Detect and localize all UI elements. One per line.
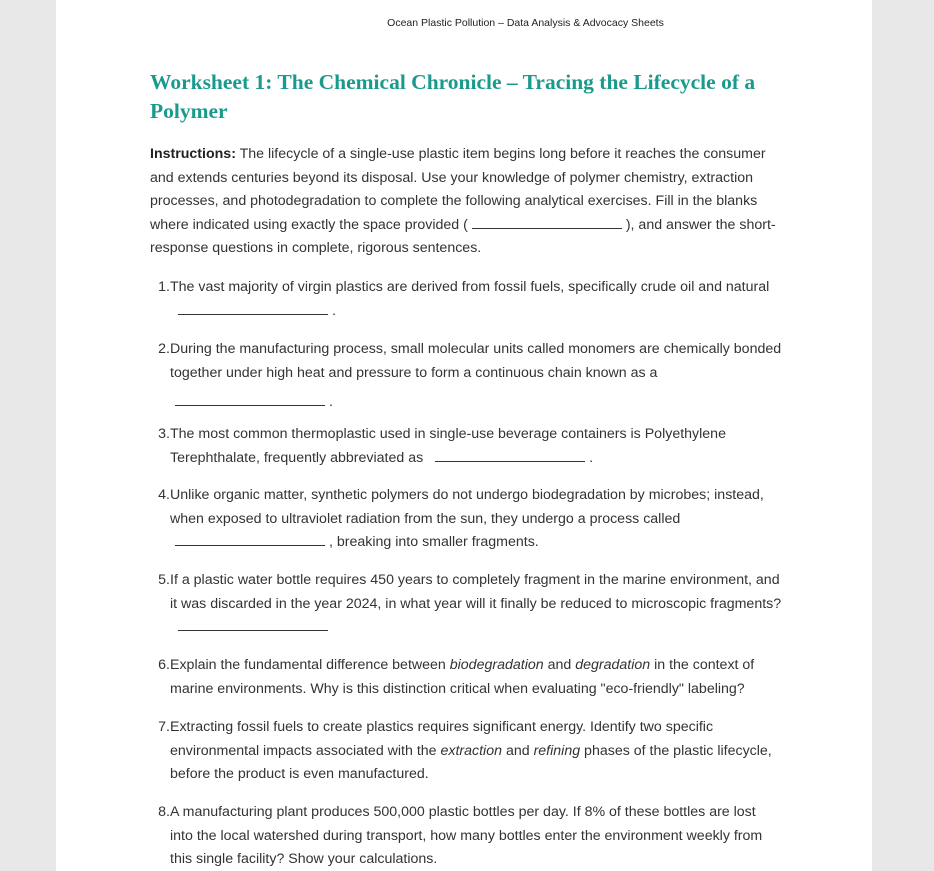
question-number: 5. xyxy=(158,572,170,588)
page-title: Worksheet 1: The Chemical Chronicle – Tracing the Lifecycle of a Polymer xyxy=(150,70,756,123)
question-text-end: , breaking into smaller fragments. xyxy=(329,534,539,551)
instructions-text: The lifecycle of a single-use plastic item begins long before it reaches the consumer and extends centuries beyond its disposal. Use your knowledge of polymer chemistry, extraction processes, and photodegradation to complete the following analytical exercises. Fill in the blanks where indicated using exactly the space provided ( xyxy=(150,146,766,233)
question-text: in the context of marine environments. Why is this distinction critical when evaluating "eco-friendly" labeling? xyxy=(170,657,755,697)
emphasized-term: refining xyxy=(533,742,581,759)
emphasized-term: biodegradation xyxy=(449,657,544,673)
question-7 xyxy=(150,716,782,787)
question-text: Explain the fundamental difference between xyxy=(170,657,450,673)
worksheet-page xyxy=(56,0,872,871)
answer-blank[interactable] xyxy=(175,531,325,546)
instructions-text-end: ), and answer the short-response questions in complete, rigorous sentences. xyxy=(150,216,776,257)
answer-blank[interactable] xyxy=(175,391,325,406)
question-5 xyxy=(150,569,782,640)
question-text: and xyxy=(543,657,576,673)
question-text: During the manufacturing process, small molecular units called monomers are chemically bonded together under high heat and pressure to form a continuous chain known as a xyxy=(170,341,782,381)
question-text: If a plastic water bottle requires 450 years to completely fragment in the marine environment, and it was discarded in the year 2024, in what year will it finally be reduced to microscopic fragments? xyxy=(170,572,782,612)
question-text: The most common thermoplastic used in single-use beverage containers is Polyethylene Terephthalate, frequently abbreviated as xyxy=(170,426,726,466)
example-answer-blank xyxy=(472,214,622,229)
question-number: 2. xyxy=(158,341,170,357)
question-text: phases of the plastic lifecycle, before the product is even manufactured. xyxy=(170,742,772,783)
question-2 xyxy=(150,338,782,415)
question-text-end: . xyxy=(329,394,333,411)
emphasized-term: extraction xyxy=(440,742,502,759)
answer-blank[interactable] xyxy=(178,300,328,315)
question-number: 8. xyxy=(158,804,170,820)
question-3 xyxy=(150,423,782,470)
instructions-paragraph xyxy=(150,143,782,261)
question-text: Unlike organic matter, synthetic polymers do not undergo biodegradation by microbes; instead, when exposed to ultraviolet radiation from the sun, they undergo a process called xyxy=(170,487,764,527)
question-number: 6. xyxy=(158,657,170,673)
question-number: 1. xyxy=(158,279,170,295)
answer-blank[interactable] xyxy=(178,616,328,631)
question-number: 4. xyxy=(158,487,170,503)
emphasized-term: degradation xyxy=(575,657,651,673)
question-text-end: . xyxy=(589,449,594,466)
running-header: Ocean Plastic Pollution – Data Analysis & Advocacy Sheets xyxy=(387,17,664,29)
question-text-end: . xyxy=(332,302,336,319)
instructions-label: Instructions: xyxy=(150,146,236,162)
answer-blank[interactable] xyxy=(435,447,585,462)
question-4 xyxy=(150,484,782,555)
question-6 xyxy=(150,654,782,701)
question-8 xyxy=(150,801,782,871)
question-text: and xyxy=(502,742,534,759)
question-text: Extracting fossil fuels to create plastics requires significant energy. Identify two specific environmental impacts associated with the xyxy=(170,719,714,759)
question-text: A manufacturing plant produces 500,000 plastic bottles per day. If 8% of these bottles are lost into the local watershed during transport, how many bottles enter the environment weekly from this single facility? Show your calculations. xyxy=(170,804,763,868)
question-number: 7. xyxy=(158,719,170,735)
question-1 xyxy=(150,276,782,323)
question-number: 3. xyxy=(158,426,170,442)
question-text: The vast majority of virgin plastics are derived from fossil fuels, specifically crude oil and natural xyxy=(170,279,770,295)
